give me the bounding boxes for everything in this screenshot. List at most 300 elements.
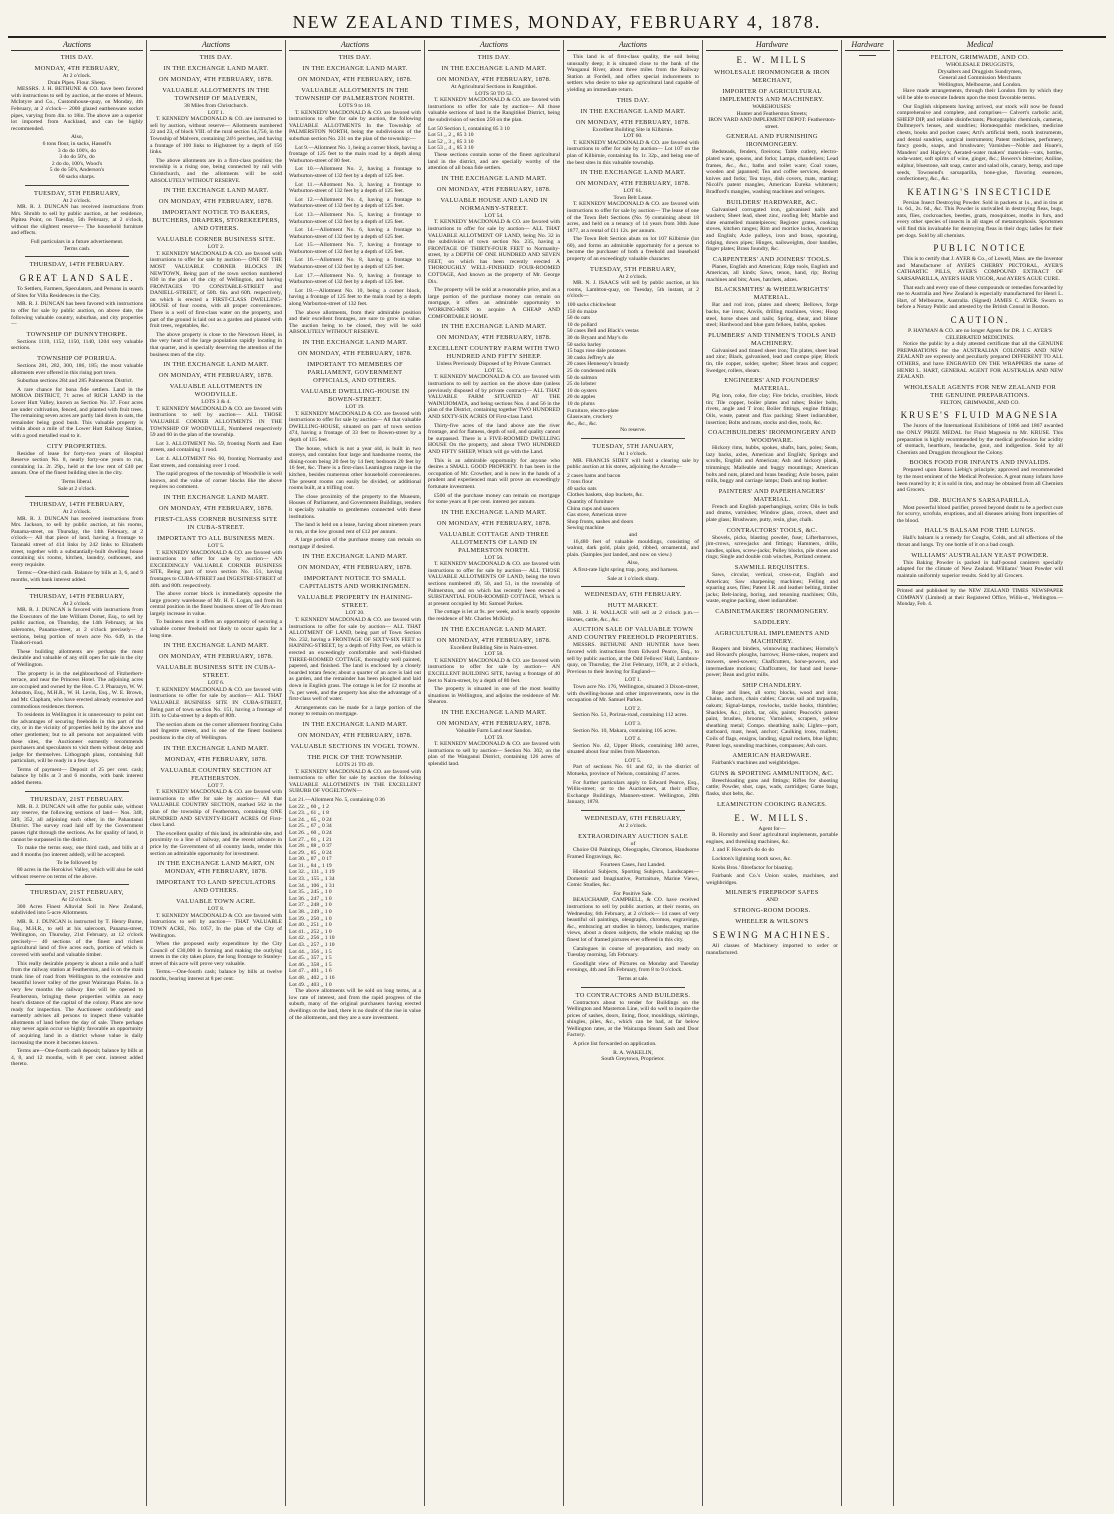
- headline: IMPORTER OF AGRICULTURAL IMPLEMENTS AND MACHINERY.: [719, 88, 825, 103]
- paragraph: This is an admirable opportunity for anyone who desires a SMALL GOOD PROPERTY. It has been in the occupation of Mr. Crowther, and is now in the hands of a prudent and experienced man will prove an exceedingly fortunate investment.: [428, 457, 560, 490]
- paragraph: This is to certify that J. AYER & Co., of Lowell, Mass. are the Inventor and Manufacturer of AYER'S CHERRY PECTORAL, AYER'S CATHARTIC PILLS, AYER'S COMPOUND EXTRACT OF SARSAPARILLA, AYER'S HAIR VIGOR, And AYER'S AGUE CURE.: [897, 256, 1063, 283]
- headline: PAINTERS' AND PAPERHANGERS' MATERIAL.: [718, 487, 826, 503]
- centered-line: LOT 1.: [207, 109, 225, 116]
- paragraph: A rare chance for bona fide settlers. Land in the MOROA DISTRICT, 71 acres of RICH LAND in the Lower Hutt Valley, known as Section No. 37. Four acres are under cultivation, fenced, and planted with fruit trees. The remaining seven acres are partly laid down in oats, the remainder being good bush. This valuable property is within about a mile of the Lower Hutt Railway Station, with a good metalled road to it.: [11, 386, 143, 439]
- headline: ENGINEERS' AND FOUNDERS' MATERIAL.: [724, 377, 820, 393]
- paragraph: Shovels, picks, blasting powder, fuse; Lifterbarrows, jim-crows, screwjacks and fittings; Hammers, drills, handles, spikes, screw-jacks; Pulley blocks, pile shoes and rings; Single and double crab winches, Portland cement.: [706, 534, 838, 561]
- paragraph: The above corner block is immediately opposite the large grocery warehouse of Mr. H. F. Logan, and from its central position in the finest business street of Te Aro must largely increase in value.: [150, 591, 282, 617]
- headline: BLACKSMITHS' & WHEELWRIGHTS' MATERIAL.: [714, 286, 830, 302]
- centered-line: LOT 55.: [484, 367, 504, 374]
- list-item: Lot 37. ,, 248 ,, 1 0: [289, 902, 332, 909]
- list-item: 25 do condensed milk: [567, 367, 617, 374]
- column-heading: Auctions: [289, 40, 421, 51]
- list-item: 50 sacks barley: [567, 341, 602, 348]
- paragraph: T. KENNEDY MACDONALD & CO. are favored with instructions to offer for sale by auction— ALL THAT VALUABLE ALLOTMENT OF LAND, being No. 32 in the subdivision of town section No. 235, having a FRONTAGE OF THIRTY-FOUR FEET to Normanby-street, by a DEPTH OF ONE HUNDRED AND SEVEN FEET, on which has been recently erected A THOROUGHLY WELL-FINISHED FOUR-ROOMED COTTAGE, And known as the property of Mr. George Dix.: [428, 219, 560, 285]
- centered-line: At 2 o'clock.: [62, 197, 92, 204]
- paragraph: T. KENNEDY MACDONALD & CO. are favored with instructions to offer for sale by auction— ALL THOSE VALUABLE ALLOTMENTS OF LAND, being the town sections numbered 49, 50, and 51, in the township of Palmerston, and on which has recently been erected a SUBSTANTIAL FOUR-ROOMED COTTAGE, Which is at present occupied by Mr. Samuel Parkes.: [428, 561, 560, 607]
- centered-line: LOT 56.: [484, 554, 504, 561]
- paragraph: The excellent quality of this land, its admirable site, and proximity to a line of railway, and the recent advance in price by the Government of all country lands, render this section an admirable opportunity for investment.: [150, 830, 282, 857]
- headline: IN THE EXCHANGE LAND MART.: [580, 169, 686, 177]
- centered-line: 5 do do 50's, Anderson's: [49, 167, 105, 174]
- display-heading: KEATING'S INSECTICIDE: [907, 186, 1053, 197]
- headline: THURSDAY, 14TH FEBRUARY.: [29, 261, 125, 269]
- centered-line: LOT 6.: [207, 680, 225, 687]
- rule-separator: [25, 256, 129, 257]
- headline: VALUABLE ALLOTMENTS IN WOODVILLE.: [169, 383, 263, 399]
- headline: ON MONDAY, 4TH FEBRUARY, 1878.: [158, 198, 274, 206]
- list-item: Lot 50 Section 1, containing 85 3 10: [428, 125, 510, 132]
- centered-line: Unless Previously Disposed of by Private Contract.: [436, 361, 552, 368]
- headline: ON MONDAY, 4TH FEBRUARY, 1878.: [297, 76, 413, 83]
- headline: TOWNSHIP OF PORIRUA.: [37, 355, 117, 362]
- centered-line: LOT 7.: [207, 782, 225, 789]
- centered-line: Terms liberal.: [61, 478, 93, 485]
- paragraph: Terms are—One-fourth cash deposit; balance by bills at 4, 8, and 12 months, with 8 per cent. interest added thereto.: [11, 1048, 143, 1068]
- headline: IN THE EXCHANGE LAND MART.: [441, 65, 547, 72]
- list-item: Lot 49. ,, 403 ,, 1 0: [289, 981, 332, 988]
- item-list: [428, 126, 560, 152]
- centered-line: IRON YARD AND IMPLEMENT DEPOT: Featherston-street.: [708, 117, 836, 130]
- paragraph: MR. R. J. DUNCAN has been favored with instructions to offer for sale by public auction, on above date, the following valuable country, suburban, and city properties—: [11, 301, 143, 328]
- paragraph: MR. R. J. DUNCAN has received instructions from Mrs. Shrubb to sell by public auction, at her residence, Pipitea Point, on Tuesday, 5th February, at 2 o'clock, without the slightest reserve— The household furniture and effects.: [11, 204, 143, 237]
- paragraph: All classes of Machinery imported to order or manufactured.: [706, 942, 838, 956]
- list-item: 25 do lobster: [567, 381, 597, 388]
- list-item: China cups and saucers: [567, 505, 620, 512]
- paragraph: These building allotments are perhaps the most desirable and valuable of any still open for sale in the city of Wellington.: [11, 648, 143, 668]
- paragraph: Arrangements can be made for a large portion of the money to remain on mortgage.: [289, 704, 421, 718]
- centered-line: Also,: [71, 134, 83, 141]
- paragraph: To Settlers, Farmers, Speculators, and Persons in search of Sites for Villa Residences in the City.: [11, 286, 143, 299]
- paragraph: Prepared upon Baron Liebig's principle; approved and recommended by the most eminent of the Medical Profession. A great many infants have been reared by it; it is sold in tins, and may be obtained from all Chemists and Grocers.: [897, 467, 1063, 494]
- paragraph: T. KENNEDY MACDONALD & CO. are favored with instructions to sell by auction— Section No. 302, on the plan of the Wanganui District, containing 126 acres of splendid land.: [428, 741, 560, 767]
- list-item: 15 bags rose dale potatoes: [567, 348, 626, 355]
- list-item: Lot 40. ,, 251 ,, 1 0: [289, 922, 332, 929]
- display-heading: CAUTION.: [950, 315, 1010, 325]
- column-4: [425, 40, 564, 1506]
- headline: IN THE EXCHANGE LAND MART.: [163, 65, 269, 72]
- headline: THURSDAY, 14TH FEBRUARY,: [29, 592, 125, 600]
- headline: HUTT MARKET.: [607, 602, 659, 610]
- paragraph: Section No. 51, Porirua-road, containing 112 acres.: [573, 712, 688, 719]
- column-heading: Medical: [897, 40, 1063, 51]
- paragraph: The section abuts on the corner allotment fronting Cuba and Ingestre streets, and is one of the finest business positions in the city of Wellington.: [150, 721, 282, 741]
- centered-line: For Positive Sale.: [613, 890, 653, 897]
- headline: ON MONDAY, 4TH FEBRUARY, 1878.: [158, 76, 274, 83]
- list-item: Shop fronts, sashes and doors: [567, 518, 634, 525]
- paragraph: These sections contain some of the finest agricultural land in the district, and are specially worthy of the attention of all bona fide settlers.: [428, 151, 560, 172]
- centered-line: Fourteen Cases, Just Landed.: [600, 862, 666, 869]
- paragraph: T. KENNEDY MACDONALD & CO. are favored with instructions to offer for sale by auction— All that VALUABLE COUNTRY SECTION, marked 562 in the plan of the township of Featherston, containing ONE HUNDRED AND SEVENTY-EIGHT ACRES Of First-class Land.: [150, 789, 282, 829]
- headline: TUESDAY, 5TH FEBRUARY,: [589, 265, 677, 273]
- list-item: Lot 31. ,, 84 ,, 1 19: [289, 862, 332, 869]
- headline: AMERICAN HARDWARE.: [732, 752, 812, 760]
- centered-line: LOT 59.: [484, 734, 504, 741]
- headline: COACHBUILDERS' IRONMONGERY AND WOODWARE.: [708, 429, 836, 445]
- list-item: Lot 26. ,, 60 ,, 0 24: [289, 829, 332, 836]
- list-item: 10 do pollard: [567, 321, 597, 328]
- paragraph: Notice the public by a duly attested certificate that all the GENUINE PREPARATIONS for the AUSTRALIAN COLONIES AND NEW ZEALAND are expressly and peculiarly prepared DIFFERENT TO ALL OTHERS, and have ENGRAVED ON THE WRAPPERS the name of HENRI L. HART, GENERAL AGENT FOR AUSTRALIA AND NEW ZEALAND.: [897, 341, 1063, 381]
- centered-line: Full particulars in a future advertisement.: [30, 239, 124, 246]
- list-item: 10 do plums: [567, 400, 595, 407]
- paragraph: T. KENNEDY MACDONALD & CO. are favored with instructions to offer for sale by auction— All that valuable DWELLING-HOUSE, situated on part of town section 474, having a frontage of 33 feet to Bowen-street by a depth of 115 feet.: [289, 410, 421, 443]
- centered-line: Sale at 2 o'clock.: [58, 485, 96, 492]
- headline: THURSDAY, 21ST FEBRUARY.: [30, 795, 124, 803]
- column-heading: Auctions: [567, 40, 699, 51]
- centered-line: FELTON, GRIMWADE, AND CO.: [940, 399, 1020, 406]
- paragraph: Rope and lines, all sorts; blocks, wood and iron; Chains, anchors, chain cables; Canvas sail and tarpaulin, oakum; Signal-lamps, rowlocks, tackle hooks, thimbles; Shackles, &c.; pitch, tar, oils, paints; Peacock's patent paint, brushes, brooms; Varnishes, scrapers, yellow sheathing metal; Compo. sheathing nails; Lights—port, starboard, mast, head, anchor; Caulking irons, mallets; Coils of flags, ensigns, landing, signal rockets, blue lights; Patent logs, sounding machines, compasses; Ash oars.: [706, 689, 838, 749]
- rule-separator: [581, 987, 685, 988]
- paragraph: Lot 15.—Allotment No. 7, having a frontage to Warburton-street of 132 feet by a depth of 125 feet.: [289, 242, 421, 255]
- column-2: [147, 40, 286, 1506]
- centered-line: 6 tons flour, in sacks, Hassell's: [42, 140, 112, 147]
- list-item: Lot 43. ,, 257 ,, 1 10: [289, 942, 335, 948]
- masthead: [0, 0, 1114, 36]
- headline: SADDLERY.: [753, 618, 791, 626]
- list-item: Lot 36. ,, 247 ,, 1 0: [289, 895, 332, 902]
- centered-line: Terms at sale.: [617, 975, 649, 982]
- list-item: Glassware, crockery: [567, 414, 613, 421]
- paragraph: MESSRS. J. H. BETHUNE & CO. have been favored with instructions to sell by auction, at the stores of Messrs. McIntyre and Co., Customhouse-quay, on Monday, 4th February, at 2 o'clock— 2000 glazed earthenware socket pipes, varying from 4in. to 18in. The above are a superior lot imported from Auckland, and can be highly recommended.: [11, 86, 143, 132]
- centered-line: At 2 o'clock.: [618, 273, 648, 280]
- headline: VALUABLE COTTAGE AND THREE ALLOTMENTS OF LAND IN PALMERSTON NORTH.: [439, 530, 549, 554]
- headline: IN THE EXCHANGE LAND MART.: [302, 553, 408, 561]
- headline: CABINETMAKERS' IRONMONGERY.: [715, 607, 829, 615]
- headline: IN THE EXCHANGE LAND MART.: [302, 65, 408, 72]
- list-item: 30 do Bryant and May's do: [567, 335, 628, 341]
- centered-line: P. HAYMAN & CO. are no longer Agents for DR. J. C. AYER'S CELEBRATED MEDICINES.: [907, 328, 1053, 341]
- headline: THE PICK OF THE TOWNSHIP.: [307, 753, 403, 761]
- centered-line: of: [630, 840, 636, 847]
- column-6: [703, 40, 842, 1506]
- display-heading: E. W. MILLS: [736, 55, 808, 65]
- list-item: Lot 34. ,, 106 ,, 1 31: [289, 882, 335, 889]
- paragraph: The above allotments, from their admirable position and their excellent frontages, are sure to grow in value. The auction being to be closed, they will be sold ABSOLUTELY WITHOUT RESERVE.: [289, 309, 421, 336]
- headline: IMPORTANT TO LAND SPECULATORS AND OTHERS.: [156, 879, 276, 895]
- centered-line: WHOLESALE DRUGGISTS,: [945, 62, 1015, 68]
- column-heading: Hardware: [706, 40, 838, 51]
- paragraph: Lot 17.—Allotment No. 9, having a frontage to Warburton-street of 132 feet by a depth of 125 feet.: [289, 272, 421, 286]
- column-heading: Auctions: [11, 40, 143, 51]
- paragraph: MR. J. H. WALLACE will sell at 2 o'clock p.m.— Horses, cattle, &c., &c.: [567, 610, 699, 623]
- centered-line: No reserve.: [620, 427, 646, 434]
- list-item: Lot 24. ,, 65 ,, 0 24: [289, 816, 332, 823]
- centered-line: 38 Miles from Christchurch.: [184, 103, 248, 109]
- list-item: 7 tons flour: [567, 479, 593, 486]
- headline: ON MONDAY, 4TH FEBRUARY, 1878.: [297, 731, 413, 739]
- headline: SHIP CHANDLERY.: [742, 681, 802, 689]
- paragraph: When the proposed early expenditure by the City Council of £30,000 in forming and making the outlying streets in the city takes place, the long frontage to Stanley-street of this acre will prove very valuable.: [150, 941, 282, 967]
- display-heading: SEWING MACHINES.: [712, 929, 832, 940]
- headline: ON MONDAY, 4TH FEBRUARY, 1878.: [575, 180, 691, 188]
- paragraph: Breechloading guns and fittings; Rifles for shooting cattle; Powder, shot, caps, wads, cartridges; Game bags, flasks, shot belts, &c.: [706, 777, 838, 797]
- list-item: Lot 23. ,, 61 ,, 1 8: [289, 810, 329, 817]
- headline: THIS DAY.: [338, 54, 372, 61]
- centered-line: LOT 58.: [484, 651, 504, 658]
- paragraph: Lot 11.—Allotment No. 3, having a frontage to Warburton-street of 132 feet by a depth of 125 feet.: [289, 181, 421, 195]
- centered-line: At 2 o'clock.: [618, 823, 648, 830]
- paragraph: Lot 3. ALLOTMENT No. 59, fronting North and East streets, and containing 1 rood.: [150, 440, 282, 454]
- centered-line: LOT 20.: [345, 610, 365, 617]
- list-item: 100 sacks chickwheat: [567, 302, 616, 309]
- headline: HALL'S BALSAM FOR THE LUNGS.: [924, 527, 1036, 535]
- headline: TUESDAY, 5TH FEBRUARY,: [33, 189, 121, 197]
- headline: EXTRAORDINARY AUCTION SALE: [578, 832, 688, 840]
- paragraph: Fairbank's machines and weighbridges.: [712, 760, 801, 767]
- columns-container: [8, 40, 1106, 1506]
- headline: IN THE EXCHANGE LAND MART.: [441, 625, 547, 633]
- paragraph: Sections 1110, 1152, 1150, 1140, 1204 very valuable sections.: [11, 338, 143, 352]
- centered-line: LOT 2.: [624, 705, 642, 712]
- list-item: Lot 46. ,, 358 ,, 1 5: [289, 961, 332, 968]
- centered-line: Excellent Building Site in Nairn-street.: [450, 644, 538, 651]
- headline: GENERAL AND FURNISHING IRONMONGERY.: [726, 133, 818, 149]
- paragraph: Choice Oil Paintings, Oleographs, Chromos, Handsome Framed Engravings, &c.: [567, 847, 699, 860]
- centered-line: Also,: [627, 560, 639, 567]
- centered-line: To be followed by: [56, 860, 98, 867]
- paragraph: Lot 12.—Allotment No. 4, having a frontage to Warburton-street of 132 feet by a depth of 125 feet.: [289, 196, 421, 210]
- paragraph: Terms:—One-third cash. Balance by bills at 3, 6, and 9 months, with bank interest added.: [11, 570, 143, 584]
- centered-line: 3 do do 50's, do: [59, 154, 95, 161]
- paragraph: Fairbank and Co.'s Union scales, machines, and weighbridges.: [706, 873, 838, 886]
- headline: TO CONTRACTORS AND BUILDERS.: [575, 991, 691, 999]
- headline: THIS DAY.: [616, 96, 650, 104]
- headline: VALUABLE BUSINESS SITE IN CUBA-STREET.: [156, 664, 276, 680]
- centered-line: General and Commission Merchants: [939, 75, 1021, 82]
- centered-line: At 12 o'clock.: [61, 897, 93, 904]
- centered-line: R. A. WAKELIN,: [613, 1049, 653, 1056]
- headline: ON MONDAY, 4TH FEBRUARY, 1878.: [158, 504, 274, 512]
- headline: DR. BUCHAN'S SARSAPARILLA.: [929, 496, 1031, 504]
- headline: CONTRACTORS' TOOLS, &C.: [726, 526, 818, 534]
- headline: VALUABLE TOWN ACRE.: [176, 898, 256, 906]
- paragraph: Contractors about to tender for Buildings on the Wellington and Masterton Line, will do well to inquire the prices of sashes, doors, lining, floor, mouldings, skirtings, shingles, piles, &c., which can be had, at far below Wellington rates, at the Wairarapa Steam Sash and Door Factory.: [567, 999, 699, 1039]
- newspaper-title: NEW ZEALAND TIMES, MONDAY, FEBRUARY 4, 1878.: [292, 12, 822, 32]
- centered-line: LOTS 50 TO 53.: [474, 90, 514, 97]
- paragraph: A large portion of the purchase money can remain on mortgage if desired.: [289, 537, 421, 550]
- centered-line: 3 do do 100's, do: [57, 147, 97, 154]
- headline: ON MONDAY, 4TH FEBRUARY, 1878.: [436, 334, 552, 342]
- headline: THIS DAY.: [477, 54, 511, 61]
- headline: THIS DAY.: [60, 54, 94, 61]
- list-item: Lot 28. ,, 88 ,, 0 37: [289, 843, 332, 850]
- list-item: 2 cases hams and bacon: [567, 472, 621, 479]
- item-list: [567, 473, 699, 532]
- list-item: Lot 44. ,, 356 ,, 1 5: [289, 948, 332, 955]
- list-item: Lot 39. ,, 250 ,, 1 0: [289, 915, 332, 922]
- centered-line: LOT 2.: [207, 244, 225, 251]
- headline: LEAMINGTON COOKING RANGES.: [716, 800, 828, 808]
- list-item: Gas stove, American stove: [567, 512, 627, 519]
- paragraph: Lot 10.—Allotment No. 2, having a frontage to Warburton-street of 132 feet by a depth of 125 feet.: [289, 166, 421, 179]
- centered-line: LOTS 3 & 4.: [201, 399, 231, 406]
- paragraph: The property is situated in one of the most healthy situations in Wellington, and adjoins the residence of Mr. Shearon.: [428, 686, 560, 706]
- paragraph: MR. R. J. DUNCAN is instructed by T. Henry Burne, Esq., M.H.R., to sell at his saleroom, Panama-street, Wellington, on Thursday, 21st February, at 12 o'clock precisely— 40 sections of the finest and richest agricultural land of five acres each, portion of which is covered with useful and valuable timber.: [11, 918, 143, 958]
- rule-separator: [581, 810, 685, 811]
- paragraph: MESSRS. BETHUNE AND HUNTER have been favored with instructions from Edward Pearce, Esq., to sell by public auction, at the Odd Fellows' Hall, Lambton-quay, on Thursday, the 21st February, 1878, at 2 o'clock, Previous to their leaving for England—: [567, 642, 699, 675]
- headline: AGRICULTURAL IMPLEMENTS AND MACHINERY.: [714, 629, 830, 645]
- paragraph: BEAUCHAMP, CAMPBELL, & CO. have received instructions to sell by public auction, at their rooms, on Wednesday, 6th February, at 2 o'clock— 14 cases of very beautiful oil paintings, oleographs, chromos, engravings, &c., embracing art studies in history, landscapes, marine views, about a dozen subjects, the whole making up the finest lot of framed pictures ever offered in this city.: [567, 897, 699, 943]
- paragraph: The above allotments will be sold on long terms, at a low rate of interest, and from the rapid progress of the suburb, many of the original purchasers having erected dwellings on the land, there is no doubt of the rise in value of the allotments, and they are a sure investment.: [289, 988, 421, 1021]
- headline: IN THE EXCHANGE LAND MART.: [302, 339, 408, 346]
- centered-line: Drysalters and Druggists Sundrymen,: [937, 68, 1023, 75]
- centered-line: LOT 5.: [207, 542, 225, 549]
- headline: CITY PROPERTIES.: [47, 442, 107, 450]
- headline: VALUABLE HOUSE AND LAND IN NORMANBY-STREET.: [440, 196, 548, 212]
- paragraph: Historical Subjects, Sporting Subjects, Landscapes—Domestic and Imaginative, Portraiture, Marine Views, Comic Studies, &c.: [567, 869, 699, 889]
- headline: WHOLESALE AGENTS FOR NEW ZEALAND FOR THE GENUINE PREPARATIONS.: [903, 383, 1057, 399]
- paragraph: The above property is close to the Newtown Hotel, in the very heart of the large population rapidly locating in that quarter, and is specially deserving the attention of the business men of the city.: [150, 331, 282, 358]
- headline: TUESDAY, 5TH JANUARY,: [592, 442, 674, 450]
- rule-separator: [581, 586, 685, 587]
- headline: IN THE EXCHANGE LAND MART.: [163, 361, 269, 369]
- list-item: Lot 35. ,, 245 ,, 1 0: [289, 889, 332, 896]
- column-8: [894, 40, 1066, 1506]
- paragraph: To business men it offers an opportunity of securing a valuable corner freehold not likely to occur again for a long time.: [150, 619, 282, 639]
- headline: VALUABLE SECTIONS IN VOGEL TOWN.: [290, 742, 420, 750]
- column-1: [8, 40, 147, 1506]
- column-heading: Hardware: [845, 40, 890, 51]
- item-list: [567, 302, 699, 427]
- headline: IMPORTANT NOTICE TO SMALL CAPITALISTS AND WORKINGMEN.: [299, 575, 411, 591]
- paragraph: Thirty-five acres of the land above are the river frontage, and for flatness, depth of soil, and quality cannot be surpassed. There is a FIVE-ROOMED DWELLING HOUSE On the property, and about TWO HUNDRED AND FIFTY SHEEP, Which will go with the Land.: [428, 422, 560, 455]
- paragraph: Krebs Bros.' fibrefactor for blasting.: [712, 864, 794, 871]
- column-heading: Auctions: [150, 40, 282, 51]
- centered-line: LOT 60.: [623, 133, 643, 140]
- list-item: Lot 52 ,, 3 ,, 85 3 10: [428, 138, 474, 145]
- centered-line: LOT 3.: [624, 720, 642, 727]
- paragraph: The house, which is not a year old, is built in two storeys, and contains four large and handsome rooms, the dining-room being 20 feet by 14 feet; bedroom 20 feet by 16 feet, &c. There is a first-class Leamington range in the kitchen, besides numerous other household conveniences. The present rooms can easily be divided, or additional rooms built, at a trifling cost.: [289, 445, 421, 492]
- list-item: 10 do oysters: [567, 387, 597, 394]
- paragraph: This really desirable property is about a mile and a half from the railway station at Featherston, and is on the main trunk line of road from Wellington to the extensive and beautiful lower valley of the great Wairarapa Plains. In a very few months the railway line will be opened to Featherston, bringing these properties within an easy hour's distance of the capital of the colony. Plans are now ready for inspection. The Auctioneer confidently and earnestly advises all persons to inspect these valuable allotments of land before the day of sale. There perhaps may never again occur so highly favorable an opportunity of acquiring land in a district whose value is daily increasing the more it becomes known.: [11, 960, 143, 1046]
- paragraph: Lot 13.—Allotment No. 5, having a frontage to Warburton-street of 132 feet by a depth of 125 feet.: [289, 211, 421, 225]
- paragraph: The close proximity of the property to the Museum, Houses of Parliament, and Government Buildings, renders it specially valuable to gentlemen connected with these institutions.: [289, 493, 421, 520]
- paragraph: Persian Insect Destroying Powder. Sold in packets at 1s., and in tins at 1s. 6d., 2s. 6d., &c. This Powder is unrivalled in destroying fleas, bugs, ants, flies, cockroaches, beetles, gnats, mosquitoes, moths in furs, and every other species of insects in all stages of metamorphosis. Sportsmen will find this invaluable for destroying fleas in their dogs; ladies for their pet dogs. Sold by all chemists.: [897, 199, 1063, 239]
- paragraph: Town acre No. 176, Wellington, situated 3 Dixon-street, with dwelling-house and other improvements, now in the occupation of Mr. Samuel Parkes.: [567, 683, 699, 704]
- list-item: 20 do apples: [567, 394, 596, 401]
- centered-line: LOT 5.: [624, 757, 642, 764]
- paragraph: Lot 18.—Allotment No. 10, being a corner block, having a frontage of 125 feet to the main road by a depth along Warburton-street of 132 feet.: [289, 287, 421, 308]
- headline: VALUABLE ALLOTMENTS IN THE TOWNSHIP OF MALVERN,: [162, 87, 270, 102]
- paragraph: Galvanised and tinned sheet iron; Tin plates, sheet lead and zinc; Black, galvanised, lead and compo pipe; Block tin, tile copper, solder, spelter; Sheet brass and copper; Swedger, rollers, shears.: [706, 347, 838, 374]
- rule-separator: [25, 791, 129, 792]
- paragraph: Sections 281, 282, 300, 186, 185; the most valuable allotments ever offered in this rising port town.: [11, 363, 143, 376]
- list-item: 40 sacks oats: [567, 485, 597, 492]
- list-item: Lot 32. ,, 131 ,, 1 19: [289, 869, 335, 876]
- paragraph: 80 acres in the Horokiwi Valley, which will also be sold without reserve on terms of the above.: [11, 867, 143, 880]
- centered-line: South Greytown, Proprietor.: [601, 1056, 665, 1063]
- headline: ON MONDAY, 4TH FEBRUARY, 1878.: [436, 636, 552, 644]
- paragraph: T. KENNEDY MACDONALD & CO. are favored with instructions to offer for sale by auction— AN EXCEEDINGLY VALUABLE CORNER BUSINESS SITE, Being part of town section No. 151, having frontages to CUBA-STREET and INGESTRE-STREET of 40ft. and 80ft. respectively.: [150, 549, 283, 589]
- headline: IMPORTANT NOTICE TO BAKERS, BUTCHERS, DRAPERS, STOREKEEPERS, AND OTHERS.: [152, 209, 280, 233]
- headline: PLUMBERS' AND TINMEN'S TOOLS AND MACHINERY.: [708, 331, 836, 347]
- list-item: Lot 38. ,, 249 ,, 1 0: [289, 909, 332, 916]
- paragraph: To make the terms easy, one third cash, and bills at 4 and 8 months (no interest added), will be accepted.: [11, 845, 143, 858]
- paragraph: MR. FRANCIS SIDEY will hold a clearing sale by public auction at his stores, adjoining the Arcade—: [567, 457, 699, 471]
- headline: STRONG-ROOM DOORS.: [733, 906, 811, 914]
- centered-line: and: [628, 532, 638, 539]
- list-item: &c., &c., &c.: [567, 420, 598, 427]
- list-item: Lot 48. ,, 402 ,, 1 16: [289, 974, 335, 981]
- headline: EXCELLENT COUNTRY FARM WITH TWO HUNDRED AND FIFTY SHEEP.: [428, 345, 560, 361]
- paragraph: Bedsteads, fenders, fireirons; Table cutlery, electro-plated ware, spoons, and forks; Lamps, chandeliers; Lead frames, &c., &c., baths and toilet ware; Coal vases, wooden and japanned; Tea and coffee services, dessert knives and forks; Tea trays, dish covers, mats, matting; Nicoll's patent mangles, American Eureka whiteners; Bradford's mangles, washing machines and wringers.: [706, 149, 838, 195]
- paragraph: T. KENNEDY MACDONALD & CO. are favored with instructions to sell by auction— THAT VALUABLE TOWN ACRE, No. 1057, In the plan of the City of Wellington.: [150, 912, 282, 939]
- paragraph: The Jurors of the International Exhibitions of 1866 and 1867 awarded the ONLY PRIZE MEDAL for Fluid Magnesia to Mr. KRUSE. This preparation is highly recommended by the medical profession for acidity of stomach, heartburn, headache, gout, and indigestion. Sold by all Chemists and Druggists throughout the Colony.: [897, 423, 1063, 456]
- display-heading: PUBLIC NOTICE: [933, 243, 1027, 254]
- centered-line: At Agricultural Sections in Rangitikei.: [450, 84, 538, 90]
- paragraph: That each and every one of these compounds or remedies forwarded by me to Australia and New Zealand is especially manufactured for Henri L. Hart, of Melbourne, Australia. (Signed) JAMES C. AYER. Sworn to before a Notary Public and attested by the British Consul in Boston.: [897, 284, 1063, 311]
- centered-line: AND: [765, 897, 779, 904]
- headline: IN THE EXCHANGE LAND MART, ON MONDAY, 4TH FEBRUARY, 1878.: [157, 860, 275, 876]
- display-heading: KRUSE'S FLUID MAGNESIA: [900, 410, 1060, 421]
- headline: IN THE EXCHANGE LAND MART.: [580, 107, 686, 115]
- headline: BUILDERS' HARDWARE, &C.: [726, 198, 818, 206]
- centered-line: Hunter and Featherston Streets;: [736, 110, 808, 117]
- headline: ON MONDAY, 4TH FEBRUARY, 1878.: [297, 350, 413, 357]
- paragraph: To residents in Wellington it is unnecessary to point out the advantages of securing freeholds in this part of the city, or in the vicinity of properties held by the above and other gentlemen; but to all persons not acquainted with these sites, the Auctioneer earnestly recommends purchasers and speculators to visit them without delay and judge for themselves. Lithograph plans, containing full particulars, will be ready in a few days.: [11, 712, 143, 765]
- centered-line: Valuable Farm Land near Sandon.: [455, 727, 533, 734]
- paragraph: 16,480 feet of valuable mouldings, consisting of walnut, dark gold, plain gold, ribbed, ornamental, and plain. (Samples just landed, and now on view.): [567, 538, 699, 558]
- paragraph: Section No. 10, Makara, containing 105 acres.: [573, 727, 677, 734]
- column-heading: Auctions: [428, 40, 560, 51]
- centered-line: Terms cash.: [63, 245, 91, 252]
- centered-line: 2 do do, 100's, Wood's: [51, 160, 103, 167]
- column-7: [842, 40, 894, 1506]
- headline: ON MONDAY, 4TH FEBRUARY, 1878.: [158, 372, 274, 380]
- headline: IN THE EXCHANGE LAND MART.: [441, 323, 547, 331]
- headline: THIS DAY.: [199, 54, 233, 61]
- headline: FIRST-CLASS CORNER BUSINESS SITE IN CUBA-STREET.: [154, 515, 278, 531]
- paragraph: T. KENNEDY MACDONALD & CO. are favored with instructions to sell by auction on the above date (unless previously disposed of by private contract)— ALL THAT VALUABLE FARM SITUATED AT THE WAINUIOMATA, and being sections Nos. 4 and 56 in the plan of the District, containing together TWO HUNDRED AND SIXTY-SIX ACRES Of First-class Land.: [428, 374, 560, 420]
- list-item: 50 do salmon: [567, 374, 598, 381]
- paragraph: MR. R. J. DUNCAN has received instructions from Mrs. Jackson, to sell by public auction, at his rooms, Panama-street, on Thursday, the 14th February, at 2 o'clock— All that piece of land, having a frontage to Taranaki street of 414 links by 242 links to Elizabeth street, together with a substantially-built dwelling house containing six rooms, kitchen, laundry, outhouses, and every requisite.: [11, 515, 143, 568]
- paragraph: Lot 16.—Allotment No. 8, having a frontage to Warburton-street of 132 feet by a depth of 125 feet.: [289, 257, 421, 271]
- headline: ON MONDAY, 4TH FEBRUARY, 1878.: [436, 519, 552, 527]
- rule-separator: [581, 438, 685, 439]
- paragraph: MR. R. J. DUNCAN is favored with instructions from the Executors of the late William Dorset, Esq., to sell by public auction, on Thursday, the 14th February, at his salerooms, Panama-street, at 2 o'clock precisely— 4 sections, being portion of town acre No. 649, in the Tinakori-road.: [11, 607, 143, 647]
- headline: VALUABLE ALLOTMENTS IN THE TOWNSHIP OF PALMERSTON NORTH.: [295, 87, 415, 102]
- paragraph: Lockton's lightning tooth saws, &c.: [712, 855, 792, 862]
- centered-line: Wellington, Melbourne, and London.: [938, 81, 1022, 88]
- paragraph: Most powerful blood purifier, proved beyond doubt to be a perfect cure for scurvy, scrofula, eruptions, and all diseases arising from impurities of the blood.: [897, 504, 1063, 524]
- paragraph: J. and F. Howard's do do do: [712, 847, 775, 854]
- headline: AUCTION SALE OF VALUABLE TOWN AND COUNTRY FREEHOLD PROPERTIES.: [567, 626, 699, 642]
- centered-line: LOT 4.: [624, 736, 642, 743]
- paragraph: T. KENNEDY MACDONALD & CO. are instructed to sell by auction, without reserve— Allotments numbered 22 and 23, of block VIII. of the rural section 14,756, in the Township of Malvern, containing 24½ perches, and having a frontage of 100 links to Highstreet by a depth of 156 links.: [150, 116, 282, 156]
- paragraph: The property will be sold at a reasonable price, and as a large portion of the purchase money can remain on mortgage, it offers an admirable opportunity to WORKING-MEN to acquire A CHEAP AND COMFORTABLE HOME.: [428, 287, 560, 320]
- paragraph: Our English shipments having arrived, our stock will now be found comprehensive and complete, and comprises— Calvert's carbolic acid, SHEEP DIP, and reliable disinfectants; Photographic chemicals, cameras, Dallmeyer's lenses, and sundries; Homœopathic medicines, medicine chests, books and pocket cases; Arti's artificial teeth, tooth instruments, and dental sundries, surgical instruments; Patent medicines, perfumery, fancy goods, soaps, and brushware; Varnishes—Noble and Hoare's, Manders' and Hapley's; Aerated-water makers' materials—vats, bottles, soda-water, soft spirits of wine, ginger, &c.; Bowers's bitterine; Aniline, sulphur, bluestone, salt soap, castor and salad oils, canary, hemp, and rape seeds, Townsend's sarsaparilla, bone-glue, flavoring essences, confectionery, &c., &c.: [897, 103, 1063, 183]
- headline: VALUABLE COUNTRY SECTION AT FEATHERSTON.: [160, 766, 272, 782]
- paragraph: R. Hornsby and Sons' agricultural implements, portable engines, and threshing machines, &c.: [706, 832, 838, 845]
- paragraph: For further particulars apply to Edward Pearce, Esq., Willis-street; or to the Auctioneers, at their office, Exchange Buildings, Manners-street. Wellington, 28th January, 1878.: [567, 779, 699, 806]
- headline: IN THE EXCHANGE LAND MART.: [302, 720, 408, 728]
- list-item: Clothes baskets, slop buckets, &c.: [567, 492, 644, 499]
- paragraph: T. KENNEDY MACDONALD & CO. are favored with instructions to offer for sale by auction the following VALUABLE ALLOTMENTS IN THE EXCELLENT SUBURB OF VOGELTOWN—: [289, 768, 421, 795]
- list-item: Lot 29. ,, 85 ,, 0 24: [289, 849, 332, 856]
- paragraph: The above allotments are in a first-class position; the township is a rising one, being connected by rail with Christchurch, and the allotments will be sold ABSOLUTELY WITHOUT RESERVE.: [150, 157, 282, 184]
- centered-line: 60 sacks sharps.: [58, 173, 96, 180]
- paragraph: Reapers and binders, winnowing machines; Hornsby's and Howard's ploughs, harrows; Horse-rakes, reapers and mowers, seed-sowers; Chaffcutters, horse-powers, and intermediate motions; Chaffcutters, for hand and horse-power; Bean and grist mills.: [706, 645, 838, 679]
- list-item: Lot 41. ,, 252 ,, 1 0: [289, 928, 332, 935]
- list-item: 30 casks Jeffrey's ale: [567, 354, 615, 361]
- paragraph: Pig iron, coke, fire clay; Fire bricks, crucibles, block tin; Tile copper, boiler plates and tubes; Boiler bolts, rivets, angle and T iron; Boiler fittings, engine fittings; Oils, waste, patent and flax packing; Sheet indiarubber, insertion; Bolts and nuts, stocks and dies, tools, &c.: [706, 393, 838, 426]
- paragraph: The land is held on a lease, having about nineteen years to run, at the low ground rent of £12 per annum.: [289, 522, 421, 535]
- list-item: Lot 27. ,, 61 ,, 1 21: [289, 836, 332, 843]
- item-list: [289, 797, 421, 988]
- list-item: Sewing machine: [567, 525, 605, 532]
- centered-line: LOT 54.: [484, 212, 504, 219]
- list-item: Lot 45. ,, 357 ,, 1 5: [289, 955, 332, 962]
- centered-line: Town Belt Lease.: [613, 194, 653, 201]
